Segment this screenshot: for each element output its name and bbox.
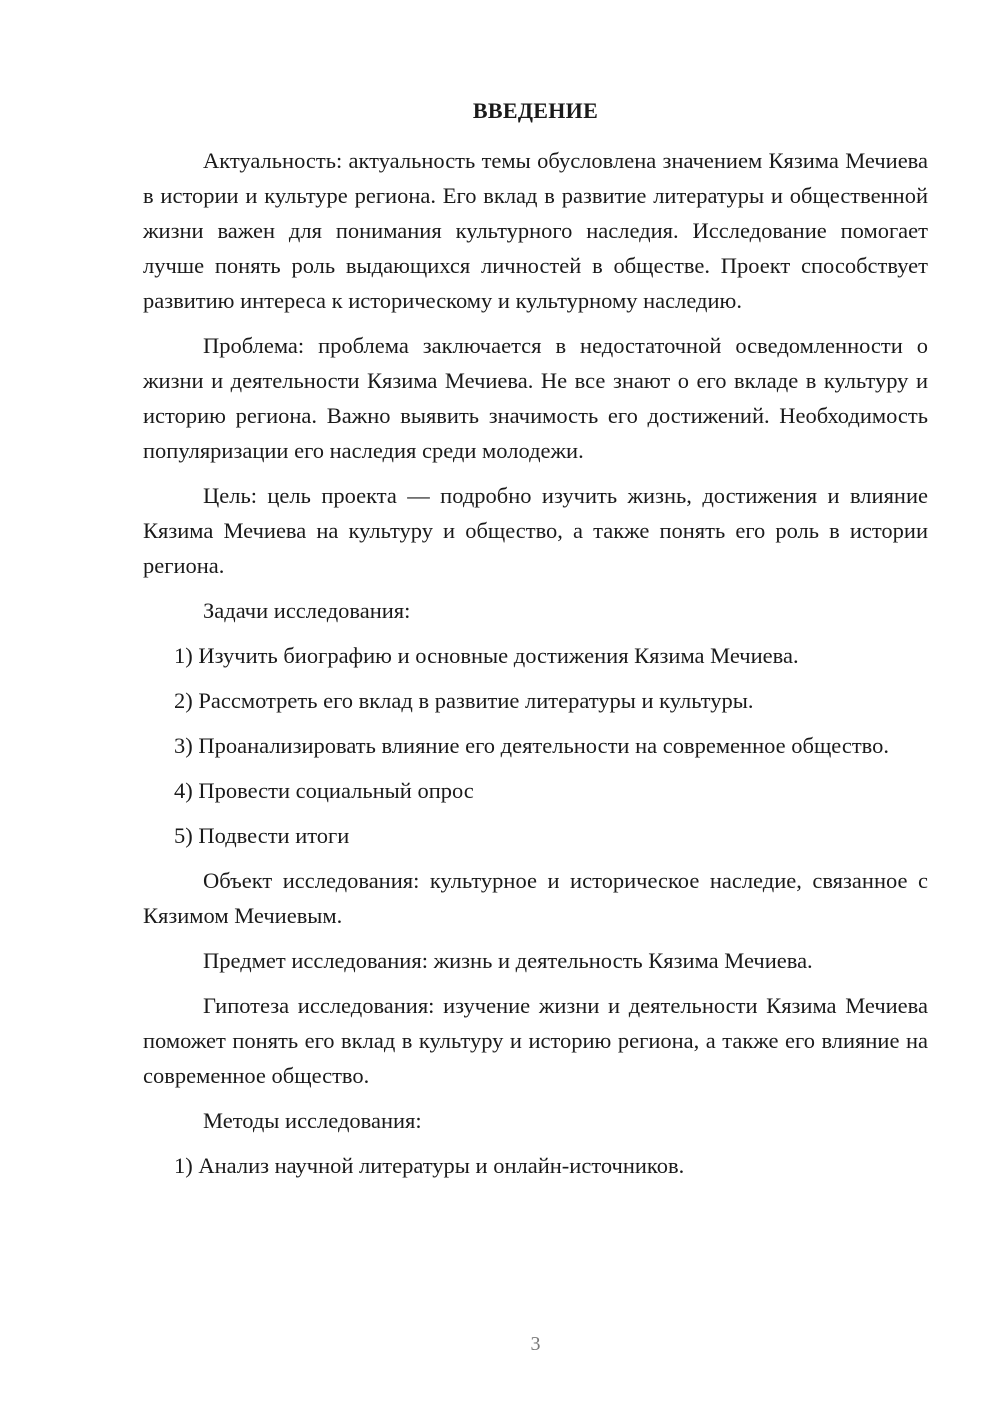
section-title: ВВЕДЕНИЕ: [472, 98, 599, 123]
methods-heading: Методы исследования:: [203, 1108, 422, 1133]
task-item-3: 3) Проанализировать влияние его деятельности на современное общество.: [174, 733, 890, 758]
task-item-4: 4) Провести социальный опрос: [174, 778, 474, 803]
relevance-paragraph: Актуальность: актуальность темы обусловлена значением Кязима Мечиева в истории и культуре региона. Его вклад в развитие литературы и общественной жизни важен для понимания культурного наследия. Исследование помогает лучше понять роль выдающихся личностей в обществе. Проект способствует развитию интереса к историческому и культурному наследию.: [143, 148, 928, 313]
task-item-2: 2) Рассмотреть его вклад в развитие литературы и культуры.: [174, 688, 754, 713]
problem-paragraph: Проблема: проблема заключается в недостаточной осведомленности о жизни и деятельности Кязима Мечиева. Не все знают о его вкладе в культуру и историю региона. Важно выявить значимость его достижений. Необходимость популяризации его наследия среди молодежи.: [143, 333, 928, 463]
document-page: [143, 0, 928, 1414]
method-item-1: 1) Анализ научной литературы и онлайн-источников.: [174, 1153, 685, 1178]
page-number: 3: [530, 1333, 541, 1355]
subject-paragraph: Предмет исследования: жизнь и деятельность Кязима Мечиева.: [203, 948, 813, 973]
hypothesis-paragraph: Гипотеза исследования: изучение жизни и деятельности Кязима Мечиева поможет понять его вклад в культуру и историю региона, а также его влияние на современное общество.: [143, 993, 928, 1088]
task-item-5: 5) Подвести итоги: [174, 823, 350, 848]
tasks-heading: Задачи исследования:: [203, 598, 411, 623]
object-paragraph: Объект исследования: культурное и историческое наследие, связанное с Кязимом Мечиевым.: [143, 868, 928, 928]
task-item-1: 1) Изучить биографию и основные достижения Кязима Мечиева.: [174, 643, 799, 668]
section-body: [143, 143, 928, 1193]
goal-paragraph: Цель: цель проекта — подробно изучить жизнь, достижения и влияние Кязима Мечиева на культуру и общество, а также понять его роль в истории региона.: [143, 483, 928, 578]
